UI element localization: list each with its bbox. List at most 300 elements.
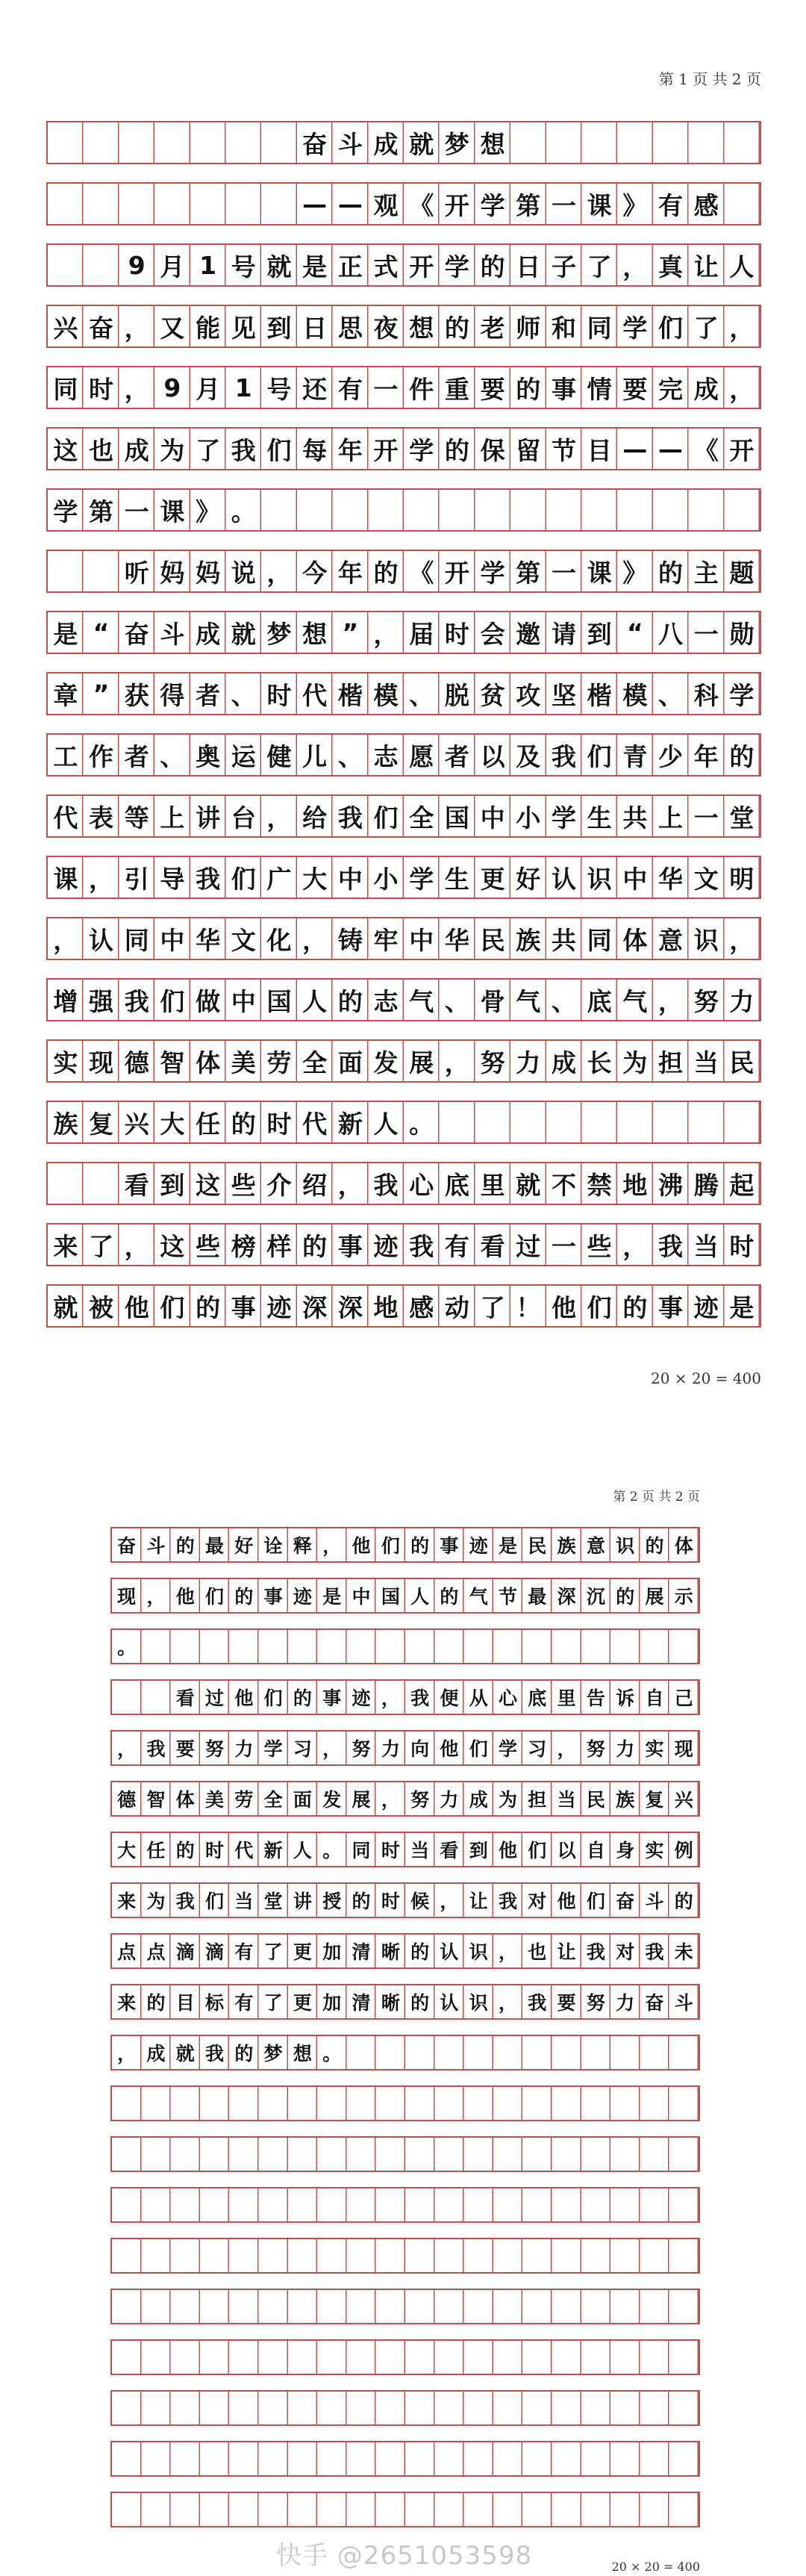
grid-cell <box>317 2493 346 2526</box>
grid-cell: 奋 <box>302 129 328 159</box>
grid-cell <box>405 2442 434 2475</box>
grid-cell: 己 <box>674 1687 693 1709</box>
grid-cell: 体 <box>196 1048 221 1077</box>
grid-cell <box>258 2239 287 2272</box>
grid-cell <box>112 2442 141 2475</box>
grid-cell <box>119 184 154 224</box>
grid-cell <box>546 490 582 530</box>
grid-cell <box>258 2138 287 2171</box>
grid-cell <box>200 2290 229 2323</box>
grid-cell: 大 <box>117 1840 137 1861</box>
grid-cell: 们 <box>263 1687 283 1709</box>
grid-cell: 族 <box>557 1535 576 1557</box>
grid-cell <box>617 490 653 530</box>
grid-cell: 有 <box>234 1992 254 2014</box>
grid-cell <box>141 2188 170 2221</box>
grid-cell: 留 <box>516 435 541 465</box>
grid-cell <box>617 122 653 163</box>
grid-cell <box>171 2392 200 2424</box>
grid-cell: 复 <box>89 1109 114 1139</box>
grid-cell: 绍 <box>302 1170 328 1200</box>
grid-cell: 师 <box>516 313 541 343</box>
grid-cell: 到 <box>587 619 612 649</box>
grid-cell: 成 <box>124 435 149 465</box>
grid-cell: 上 <box>658 803 684 833</box>
grid-cell: 民 <box>586 1789 605 1811</box>
grid-cell: 们 <box>528 1840 547 1861</box>
grid-cell: 还 <box>302 374 328 404</box>
grid-cell: 学 <box>551 803 576 833</box>
grid-row <box>46 611 761 654</box>
grid-cell: 晰 <box>381 1992 400 2014</box>
grid-cell: 迹 <box>693 1292 719 1322</box>
grid-cell: 是 <box>499 1535 518 1557</box>
grid-cell: 邀 <box>516 619 541 649</box>
grid-cell: 要 <box>622 374 648 404</box>
grid-cell <box>552 2036 581 2069</box>
grid-cell: 了 <box>263 1941 283 1963</box>
grid-cell: ， <box>117 1738 137 1760</box>
grid-cell: 斗 <box>645 1891 664 1912</box>
grid-cell: 华 <box>196 925 221 955</box>
grid-cell: ， <box>444 1048 469 1077</box>
grid-cell: 实 <box>645 1738 664 1760</box>
grid-cell <box>493 1630 522 1663</box>
grid-cell: 事 <box>658 1292 684 1322</box>
grid-cell: 是 <box>302 252 328 281</box>
grid-cell: 点 <box>146 1941 166 1963</box>
grid-cell <box>171 2290 200 2323</box>
grid-cell: 劳 <box>266 1048 292 1077</box>
grid-cell: 模 <box>622 680 648 710</box>
grid-cell <box>317 1630 346 1663</box>
grid-cell: 件 <box>409 374 434 404</box>
grid-cell: 我 <box>231 435 256 465</box>
grid-cell <box>200 2188 229 2221</box>
grid-cell <box>84 122 119 163</box>
grid-cell <box>653 122 689 163</box>
grid-cell <box>434 2239 463 2272</box>
grid-cell: 们 <box>586 1891 605 1912</box>
grid-cell: 能 <box>196 313 221 343</box>
grid-cell: 底 <box>444 1170 469 1200</box>
grid-cell <box>258 2392 287 2424</box>
grid-cell: 展 <box>645 1586 664 1608</box>
grid-cell <box>346 2036 375 2069</box>
grid-cell: 明 <box>729 864 755 894</box>
grid-cell: 的 <box>410 1992 430 2014</box>
grid-cell: 的 <box>234 1586 254 1608</box>
grid-cell: 开 <box>729 435 755 465</box>
grid-cell <box>434 1630 463 1663</box>
grid-cell: 他 <box>499 1840 518 1861</box>
grid-cell: 以 <box>557 1840 576 1861</box>
grid-cell <box>669 2087 699 2120</box>
grid-cell <box>640 2442 669 2475</box>
grid-cell: 文 <box>231 925 256 955</box>
grid-cell: 学 <box>444 252 469 281</box>
grid-cell: 里 <box>480 1170 505 1200</box>
grid-cell <box>229 2392 258 2424</box>
grid-cell: ， <box>381 1789 400 1811</box>
grid-cell: 题 <box>729 558 755 588</box>
grid-cell: 时 <box>266 1109 292 1139</box>
grid-cell <box>154 122 190 163</box>
grid-cell <box>317 2239 346 2272</box>
grid-cell: 他 <box>175 1586 195 1608</box>
grid-cell <box>261 122 297 163</box>
grid-cell: 全 <box>263 1789 283 1811</box>
grid-cell: 就 <box>231 619 256 649</box>
grid-cell <box>546 1102 582 1142</box>
grid-cell: 更 <box>480 864 505 894</box>
grid-cell: 时 <box>381 1840 400 1861</box>
grid-cell <box>288 2239 317 2272</box>
grid-cell: 到 <box>266 313 292 343</box>
grid-cell: 事 <box>322 1687 342 1709</box>
grid-cell <box>112 2392 141 2424</box>
grid-cell <box>464 1630 493 1663</box>
grid-cell: 担 <box>658 1048 684 1077</box>
grid-cell: 我 <box>658 1231 684 1261</box>
grid-cell: 他 <box>352 1535 371 1557</box>
grid-cell <box>493 2188 522 2221</box>
grid-cell: 年 <box>337 558 363 588</box>
grid-cell: 同 <box>352 1840 371 1861</box>
grid-cell <box>258 2188 287 2221</box>
grid-cell <box>48 184 84 224</box>
grid-cell: 见 <box>231 313 256 343</box>
grid-cell: 现 <box>117 1586 137 1608</box>
grid-cell <box>405 2392 434 2424</box>
grid-cell <box>112 2341 141 2374</box>
grid-cell: 小 <box>516 803 541 833</box>
grid-cell: 心 <box>409 1170 434 1200</box>
grid-row <box>110 1832 700 1867</box>
grid-cell: 中 <box>231 986 256 1016</box>
grid-cell: 就 <box>266 252 292 281</box>
grid-cell: 来 <box>53 1231 78 1261</box>
grid-cell <box>510 1102 546 1142</box>
grid-cell: 时 <box>89 374 114 404</box>
grid-cell <box>229 2239 258 2272</box>
grid-cell <box>640 2341 669 2374</box>
grid-cell: 榜 <box>231 1231 256 1261</box>
grid-cell: 又 <box>160 313 185 343</box>
grid-cell <box>229 1630 258 1663</box>
grid-cell: 认 <box>551 864 576 894</box>
grid-cell <box>464 2239 493 2272</box>
grid-cell: 同 <box>53 374 78 404</box>
grid-cell: 起 <box>729 1170 755 1200</box>
grid-cell: 了 <box>89 1231 114 1261</box>
grid-cell: 小 <box>373 864 399 894</box>
grid-cell <box>154 184 190 224</box>
grid-cell: 号 <box>231 252 256 281</box>
grid-cell: 梦 <box>444 129 469 159</box>
grid-cell: 气 <box>622 986 648 1016</box>
grid-cell: 清 <box>352 1992 371 2014</box>
grid-cell: 少 <box>658 741 684 771</box>
grid-cell: 识 <box>616 1535 635 1557</box>
grid-row <box>110 1730 700 1766</box>
grid-cell: 的 <box>729 741 755 771</box>
grid-cell <box>200 2087 229 2120</box>
grid-cell: 时 <box>205 1840 225 1861</box>
grid-cell: 标 <box>205 1992 225 2014</box>
grid-cell: 看 <box>175 1687 195 1709</box>
grid-row <box>46 305 761 348</box>
grid-cell <box>581 122 617 163</box>
grid-cell: 事 <box>231 1292 256 1322</box>
grid-cell: 国 <box>381 1586 400 1608</box>
grid-cell: 同 <box>587 313 612 343</box>
grid-cell: 、 <box>551 986 576 1016</box>
grid-cell: 节 <box>499 1586 518 1608</box>
grid-cell: 民 <box>528 1535 547 1557</box>
grid-cell: 示 <box>674 1586 693 1608</box>
grid-cell: 地 <box>373 1292 399 1322</box>
grid-cell: 任 <box>196 1109 221 1139</box>
grid-row <box>110 2492 700 2527</box>
grid-row <box>46 1101 761 1144</box>
grid-cell: 每 <box>302 435 328 465</box>
grid-cell <box>724 1102 760 1142</box>
grid-cell: 成 <box>146 2043 166 2065</box>
grid-cell <box>552 2493 581 2526</box>
grid-cell: 时 <box>729 1231 755 1261</box>
grid-cell: 坚 <box>551 680 576 710</box>
grid-cell <box>200 2392 229 2424</box>
grid-cell: 我 <box>124 986 149 1016</box>
grid-cell: 新 <box>263 1840 283 1861</box>
grid-cell: 未 <box>674 1941 693 1963</box>
grid-cell <box>258 2290 287 2323</box>
grid-cell: 我 <box>551 741 576 771</box>
grid-cell <box>581 1630 610 1663</box>
grid-cell <box>581 2188 610 2221</box>
grid-cell: ， <box>622 252 648 281</box>
grid-cell <box>405 1630 434 1663</box>
grid-cell <box>405 2341 434 2374</box>
grid-cell: 们 <box>160 1292 185 1322</box>
grid-cell <box>84 551 119 591</box>
grid-cell: 样 <box>266 1231 292 1261</box>
grid-cell: 他 <box>234 1687 254 1709</box>
grid-cell: 动 <box>444 1292 469 1322</box>
grid-cell <box>376 2392 405 2424</box>
grid-cell: 们 <box>373 803 399 833</box>
grid-cell: 更 <box>293 1941 312 1963</box>
grid-cell <box>171 2493 200 2526</box>
grid-row <box>110 1578 700 1614</box>
grid-cell: 学 <box>480 558 505 588</box>
grid-row <box>46 1039 761 1083</box>
grid-cell: 中 <box>409 925 434 955</box>
grid-cell <box>552 2188 581 2221</box>
grid-cell: 请 <box>551 619 576 649</box>
grid-cell: 迹 <box>293 1586 312 1608</box>
grid-cell: 力 <box>729 986 755 1016</box>
grid-cell <box>225 122 261 163</box>
grid-cell: 课 <box>53 864 78 894</box>
grid-cell: 深 <box>557 1586 576 1608</box>
grid-cell: 事 <box>263 1586 283 1608</box>
grid-cell <box>724 122 760 163</box>
grid-cell: 有 <box>444 1231 469 1261</box>
grid-cell: 长 <box>587 1048 612 1077</box>
grid-cell <box>48 551 84 591</box>
grid-row <box>110 1882 700 1918</box>
grid-cell: ， <box>302 925 328 955</box>
grid-cell <box>288 2341 317 2374</box>
grid-cell: 我 <box>410 1687 430 1709</box>
grid-cell: 人 <box>373 1109 399 1139</box>
grid-cell: 从 <box>469 1687 488 1709</box>
grid-row <box>46 733 761 777</box>
grid-cell <box>346 1630 375 1663</box>
grid-cell <box>346 2290 375 2323</box>
grid-cell: 文 <box>693 864 719 894</box>
grid-cell: ” <box>342 617 359 647</box>
grid-cell: 共 <box>622 803 648 833</box>
grid-cell: 面 <box>337 1048 363 1077</box>
grid-cell <box>581 2442 610 2475</box>
grid-cell: 的 <box>480 252 505 281</box>
grid-row <box>110 1679 700 1715</box>
grid-cell <box>376 2239 405 2272</box>
grid-cell: 青 <box>622 741 648 771</box>
grid-cell: 民 <box>729 1048 755 1077</box>
grid-cell <box>653 1102 689 1142</box>
grid-cell: 健 <box>266 741 292 771</box>
grid-cell: 台 <box>231 803 256 833</box>
grid-cell <box>552 2087 581 2120</box>
grid-cell: 也 <box>528 1941 547 1963</box>
grid-cell: — <box>302 189 328 219</box>
grid-cell: 加 <box>322 1992 342 2014</box>
grid-cell: 勋 <box>729 619 755 649</box>
grid-cell: 好 <box>234 1535 254 1557</box>
grid-cell: — <box>337 189 363 219</box>
grid-cell: 华 <box>658 864 684 894</box>
grid-cell: 的 <box>146 1992 166 2014</box>
grid-cell <box>171 2239 200 2272</box>
grid-cell <box>84 184 119 224</box>
grid-cell: 担 <box>528 1789 547 1811</box>
grid-cell: 的 <box>175 1535 195 1557</box>
grid-cell <box>464 2087 493 2120</box>
grid-cell <box>440 1102 475 1142</box>
grid-cell: 给 <box>302 803 328 833</box>
grid-cell <box>171 2341 200 2374</box>
grid-row <box>46 121 761 164</box>
grid-cell: 大 <box>302 864 328 894</box>
grid-cell: 、 <box>658 680 684 710</box>
grid-cell <box>669 2341 699 2374</box>
grid-row <box>46 427 761 470</box>
grid-cell: 楷 <box>587 680 612 710</box>
grid-cell <box>552 2138 581 2171</box>
grid-cell: 节 <box>551 435 576 465</box>
grid-cell: 梦 <box>263 2043 283 2065</box>
grid-cell <box>464 2036 493 2069</box>
grid-cell: 的 <box>444 313 469 343</box>
grid-cell: 的 <box>352 1891 371 1912</box>
grid-cell: 我 <box>409 1231 434 1261</box>
grid-cell: 奋 <box>89 313 114 343</box>
watermark: 快手 @2651053598 <box>276 2541 533 2571</box>
grid-row <box>46 672 761 715</box>
grid-cell: 成 <box>693 374 719 404</box>
grid-cell <box>229 2188 258 2221</box>
grid-cell <box>434 2138 463 2171</box>
grid-cell <box>229 2442 258 2475</box>
grid-cell: 努 <box>586 1738 605 1760</box>
grid-row <box>110 1628 700 1664</box>
grid-cell <box>522 2392 552 2424</box>
grid-cell: ， <box>337 1170 363 1200</box>
grid-cell: 他 <box>557 1891 576 1912</box>
grid-cell: 们 <box>205 1891 225 1912</box>
grid-cell: 兴 <box>53 313 78 343</box>
grid-cell: 识 <box>469 1992 488 2014</box>
grid-cell <box>610 2036 640 2069</box>
grid-cell: 。 <box>322 1840 342 1861</box>
grid-cell: 中 <box>622 864 648 894</box>
grid-cell <box>546 122 582 163</box>
grid-cell: 的 <box>337 986 363 1016</box>
grid-cell <box>640 2138 669 2171</box>
grid-cell: 开 <box>373 435 399 465</box>
grid-cell: 有 <box>234 1941 254 1963</box>
grid-cell: 学 <box>480 190 505 220</box>
grid-cell: “ <box>626 617 643 647</box>
grid-cell: 有 <box>658 190 684 220</box>
grid-cell: 的 <box>410 1941 430 1963</box>
grid-cell: 为 <box>622 1048 648 1077</box>
grid-cell: 来 <box>117 1992 137 2014</box>
grid-cell <box>610 2392 640 2424</box>
grid-cell: 月 <box>160 252 185 281</box>
grid-cell <box>317 2341 346 2374</box>
grid-cell <box>346 2493 375 2526</box>
grid-cell: 《 <box>409 558 434 588</box>
grid-cell: 代 <box>302 1109 328 1139</box>
grid-cell <box>405 2493 434 2526</box>
grid-cell: 者 <box>196 680 221 710</box>
grid-cell: 获 <box>124 680 149 710</box>
grid-cell: 候 <box>410 1891 430 1912</box>
grid-cell <box>522 2188 552 2221</box>
grid-cell <box>464 2138 493 2171</box>
grid-cell <box>610 2290 640 2323</box>
grid-row <box>46 182 761 225</box>
grid-cell: 到 <box>469 1840 488 1861</box>
grid-cell: 我 <box>645 1941 664 1963</box>
grid-cell: — <box>622 434 648 464</box>
grid-cell: 牢 <box>373 925 399 955</box>
grid-cell <box>640 2392 669 2424</box>
grid-cell <box>119 122 154 163</box>
grid-cell <box>376 2087 405 2120</box>
grid-cell: 们 <box>205 1586 225 1608</box>
grid-cell: 一 <box>373 374 399 404</box>
grid-cell: 诠 <box>263 1535 283 1557</box>
grid-cell: 科 <box>693 680 719 710</box>
grid-cell <box>288 2290 317 2323</box>
grid-cell: 。 <box>231 497 256 526</box>
